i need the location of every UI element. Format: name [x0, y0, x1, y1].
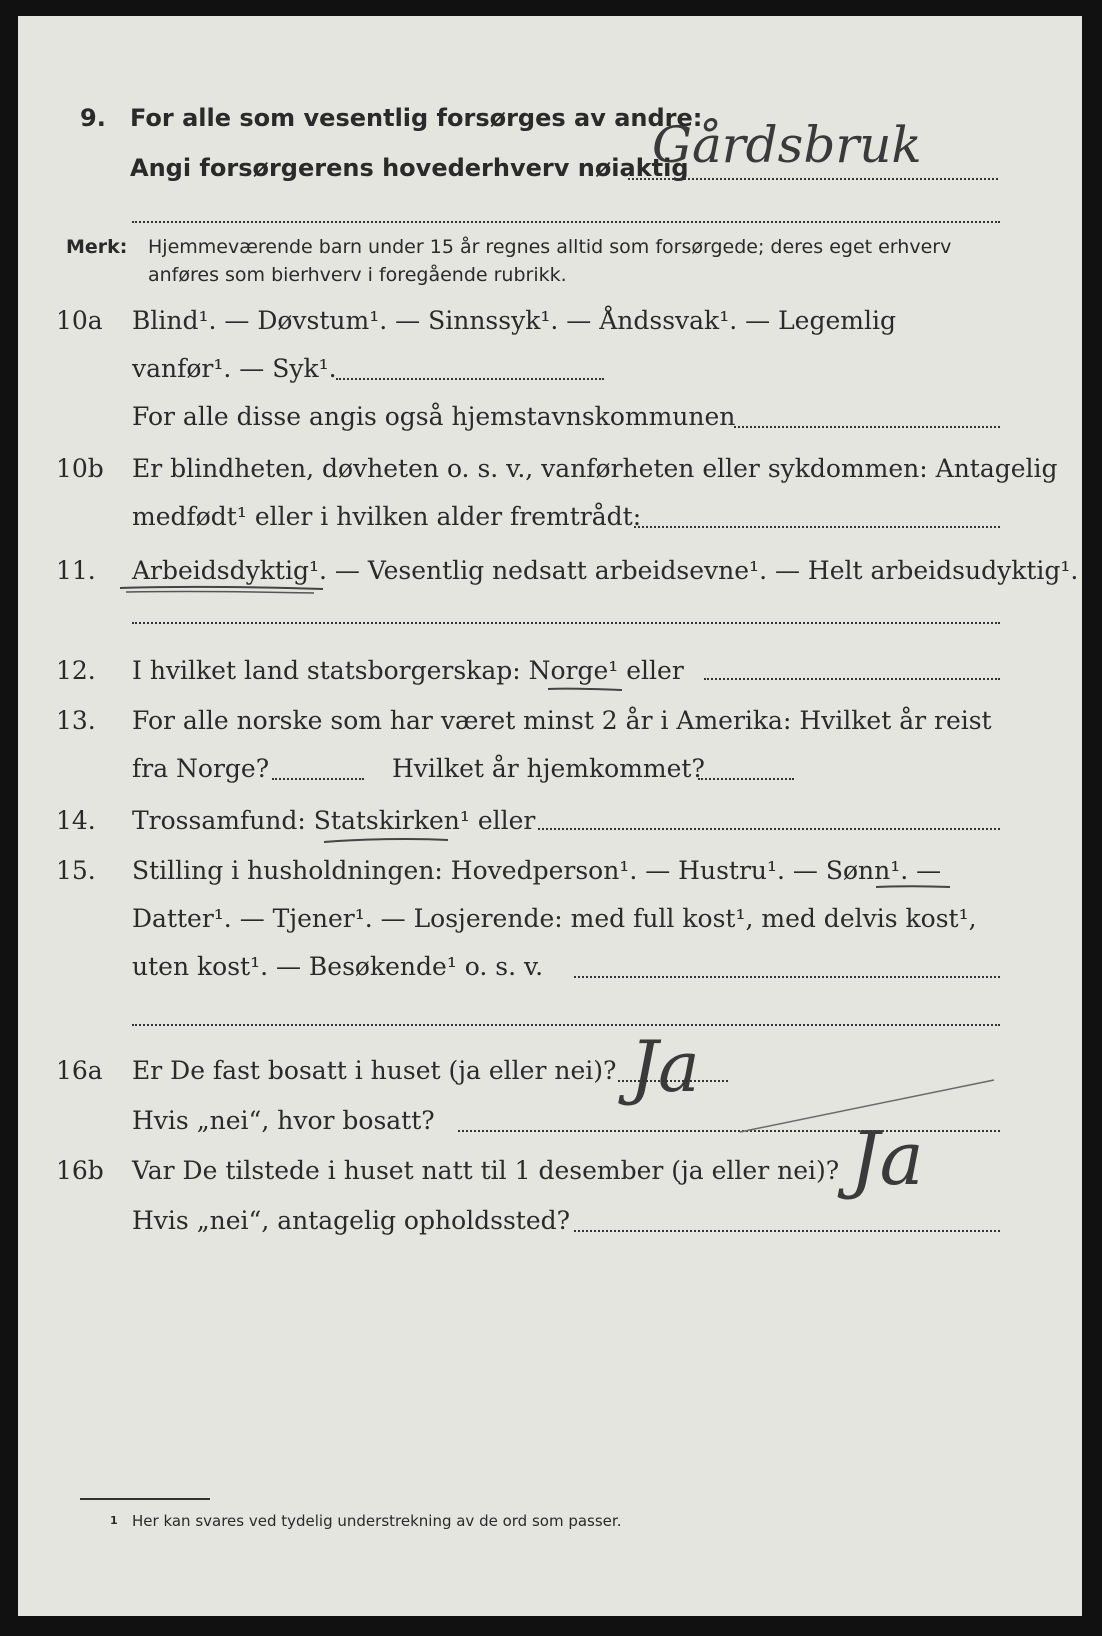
- q15-number: 15.: [56, 856, 96, 885]
- q12-answer-line: [704, 678, 1000, 680]
- q15-line3: uten kost¹. — Besøkende¹ o. s. v.: [132, 952, 544, 981]
- q13-line2a: fra Norge?: [132, 754, 270, 783]
- q11-extra-line: [132, 622, 1000, 624]
- q16b-line1: Var De tilstede i huset natt til 1 desember (ja eller nei)?: [132, 1156, 840, 1185]
- q12-line1: I hvilket land statsborgerskap: Norge¹ eller: [132, 656, 684, 685]
- q9-answer-line: [628, 178, 998, 180]
- q9-line2: Angi forsørgerens hovederhverv nøiaktig: [130, 154, 689, 182]
- q14-number: 14.: [56, 806, 96, 835]
- q14-handwritten-underline: [322, 834, 452, 846]
- q16a-handwritten-answer: Ja: [630, 1026, 700, 1108]
- q9-line1: For alle som vesentlig forsørges av andre:: [130, 104, 703, 132]
- q10a-line3: For alle disse angis også hjemstavnskommunen: [132, 402, 736, 431]
- q13-reist-line: [272, 778, 364, 780]
- q11-line1: Arbeidsdyktig¹. — Vesentlig nedsatt arbeidsevne¹. — Helt arbeidsudyktig¹.: [132, 556, 1079, 585]
- q16b-line2: Hvis „nei“, antagelig opholdssted?: [132, 1206, 571, 1235]
- q12-number: 12.: [56, 656, 96, 685]
- footnote-rule: [80, 1498, 210, 1500]
- q13-number: 13.: [56, 706, 96, 735]
- footnote-text: Her kan svares ved tydelig understrekning av de ord som passer.: [132, 1512, 622, 1530]
- q16a-line2: Hvis „nei“, hvor bosatt?: [132, 1106, 435, 1135]
- q16b-handwritten-answer: Ja: [850, 1116, 924, 1202]
- q10a-line2: vanfør¹. — Syk¹.: [132, 354, 337, 383]
- q10a-number: 10a: [56, 306, 103, 335]
- q10b-answer-line: [634, 526, 1000, 528]
- q13-hjemkommet-line: [698, 778, 794, 780]
- census-form-page: [18, 16, 1082, 1616]
- q16b-opholdssted-line: [574, 1230, 1000, 1232]
- q9-extra-line: [132, 221, 1000, 223]
- merk-line1: Hjemmeværende barn under 15 år regnes alltid som forsørgede; deres eget erhverv: [148, 236, 952, 258]
- q15-line1: Stilling i husholdningen: Hovedperson¹. — Hustru¹. — Sønn¹. —: [132, 856, 942, 885]
- q16a-line1: Er De fast bosatt i huset (ja eller nei)?: [132, 1056, 617, 1085]
- q16a-number: 16a: [56, 1056, 103, 1085]
- q15-extra-line: [132, 1024, 1000, 1026]
- footnote-mark: 1: [110, 1514, 118, 1527]
- q15-handwritten-underline: [874, 882, 954, 892]
- q14-answer-line: [538, 828, 1000, 830]
- q16a-answer-line: [618, 1080, 728, 1082]
- merk-line2: anføres som bierhverv i foregående rubrikk.: [148, 264, 567, 286]
- q12-handwritten-underline: [546, 684, 626, 694]
- q16b-number: 16b: [56, 1156, 104, 1185]
- q9-handwritten-answer: Gårdsbruk: [652, 116, 922, 174]
- q9-number: 9.: [80, 104, 106, 132]
- q13-line1: For alle norske som har været minst 2 år i Amerika: Hvilket år reist: [132, 706, 992, 735]
- q10b-number: 10b: [56, 454, 104, 483]
- merk-label: Merk:: [66, 236, 128, 258]
- q14-line1: Trossamfund: Statskirken¹ eller: [132, 806, 536, 835]
- q10a-kommune-line: [734, 426, 1000, 428]
- q11-handwritten-underline: [118, 582, 328, 596]
- q15-line2: Datter¹. — Tjener¹. — Losjerende: med full kost¹, med delvis kost¹,: [132, 904, 977, 933]
- q10b-line1: Er blindheten, døvheten o. s. v., vanførheten eller sykdommen: Antagelig: [132, 454, 1058, 483]
- q10a-line1: Blind¹. — Døvstum¹. — Sinnssyk¹. — Åndssvak¹. — Legemlig: [132, 306, 896, 335]
- q10a-syk-line: [336, 378, 604, 380]
- q10b-line2: medfødt¹ eller i hvilken alder fremtrådt:: [132, 502, 642, 531]
- q15-answer-line: [574, 976, 1000, 978]
- q11-number: 11.: [56, 556, 96, 585]
- q13-line2b: Hvilket år hjemkommet?: [392, 754, 705, 783]
